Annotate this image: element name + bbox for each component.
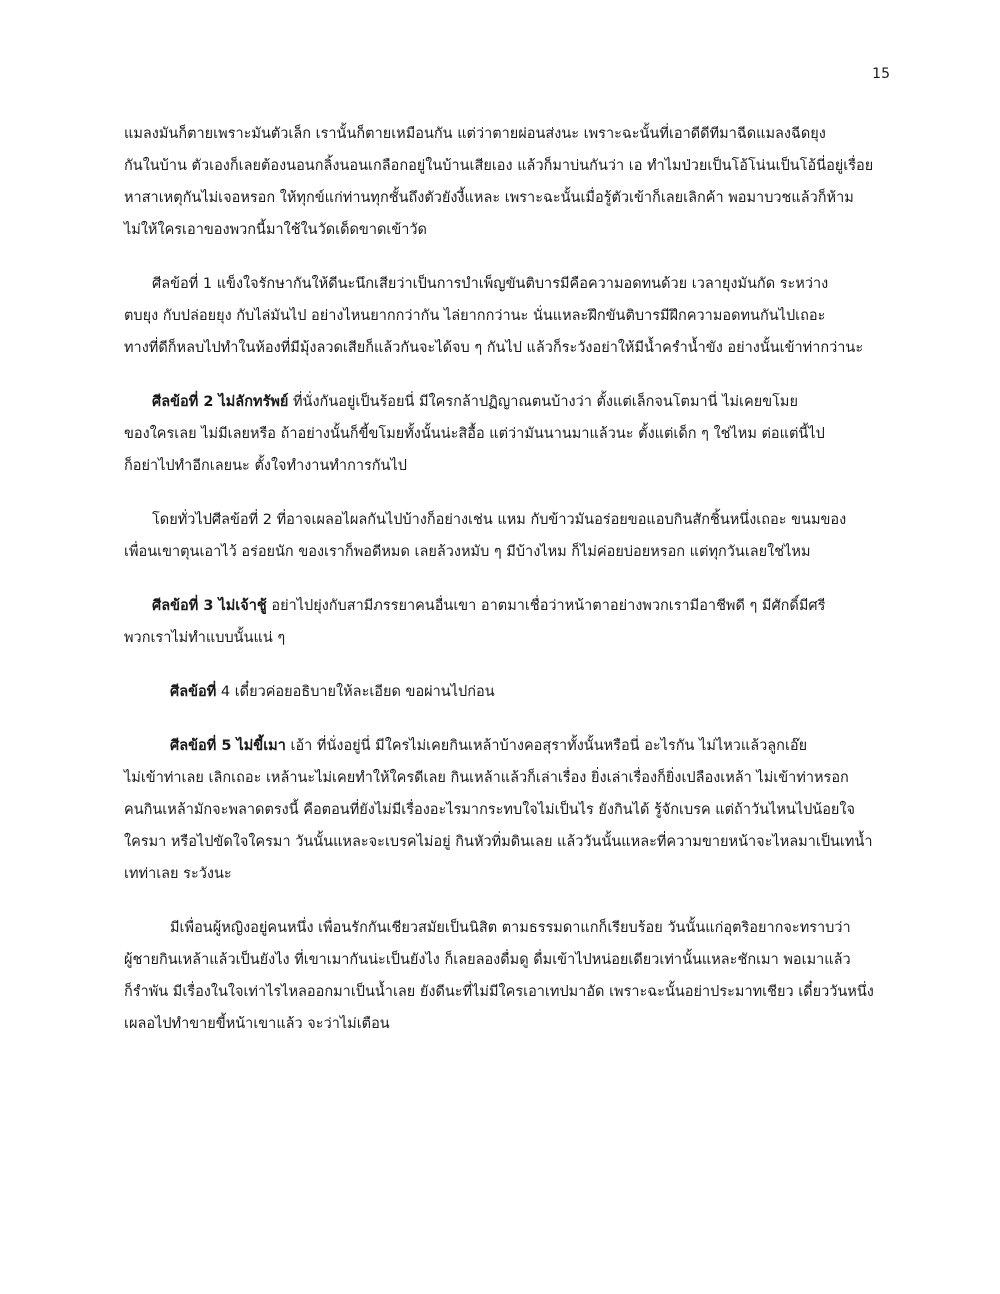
text-line: ก็รำพัน มีเรื่องในใจเท่าไรไหลออกมาเป็นน้ำเลย ยังดีนะที่ไม่มีใครเอาเทปมาอัด เพราะฉะนั้นอย่าประมาทเชียว เดี๋ยววันหนึ่ง <box>124 984 874 1000</box>
text-line: โดยทั่วไปศีลข้อที่ 2 ที่อาจเผลอไผลกันไปบ้างก็อย่างเช่น แหม กับข้าวมันอร่อยขอแอบกินสักชิ้นหนึ่งเถอะ ขนมของ <box>152 512 847 528</box>
text-line: เพื่อนเขาตุนเอาไว้ อร่อยนัก ของเราก็พอดีหมด เลยล้วงหมับ ๆ มีบ้างไหม ก็ไม่ค่อยบ่อยหรอก แต่ทุกวันเลยใช่ไหม <box>124 544 811 560</box>
text-line: เผลอไปทำขายขี้หน้าเขาแล้ว จะว่าไม่เตือน <box>124 1016 390 1032</box>
text-line: เทท่าเลย ระวังนะ <box>124 866 232 882</box>
precept-heading: ศีลข้อที่ <box>170 684 217 700</box>
precept-heading: ศีลข้อที่ 5 ไม่ขี้เมา <box>170 738 286 754</box>
text-line <box>124 590 894 622</box>
text-run: 4 เดี๋ยวค่อยอธิบายให้ละเอียด ขอผ่านไปก่อน <box>216 684 495 700</box>
text-line <box>124 676 894 708</box>
paragraph <box>124 730 894 890</box>
text-line <box>124 386 894 418</box>
text-line: มีเพื่อนผู้หญิงอยู่คนหนึ่ง เพื่อนรักกันเชียวสมัยเป็นนิสิต ตามธรรมดาแกก็เรียบร้อย วันนั้นแก่อุตริอยากจะทราบว่า <box>170 920 851 936</box>
text-line: ตบยุง กับปล่อยยุง กับไล่มันไป อย่างไหนยากกว่ากัน ไล่ยากกว่านะ นั่นแหละฝึกขันติบารมีฝึกความอดทนกันไปเถอะ <box>124 308 826 324</box>
text-line: ศีลข้อที่ 1 แข็งใจรักษากันให้ดีนะนึกเสียว่าเป็นการบำเพ็ญขันติบารมีคือความอดทนด้วย เวลายุงมันกัด ระหว่าง <box>152 276 829 292</box>
paragraph <box>124 504 894 568</box>
text-line: พวกเราไม่ทำแบบนั้นแน่ ๆ <box>124 630 286 646</box>
paragraph <box>124 676 894 708</box>
text-line <box>124 730 894 762</box>
text-line: หาสาเหตุกันไม่เจอหรอก ให้ทุกข์แก่ท่านทุกชั้นถึงตัวยังงี้แหละ เพราะฉะนั้นเมื่อรู้ตัวเข้าก็เลยเลิกค้า พอมาบวชแล้วก็ห้าม <box>124 190 854 206</box>
text-line: ไม่ให้ใครเอาของพวกนี้มาใช้ในวัดเด็ดขาดเข้าวัด <box>124 222 427 238</box>
paragraph <box>124 118 894 246</box>
text-line: ใครมา หรือไปขัดใจใครมา วันนั้นแหละจะเบรคไม่อยู่ กินหัวทิ่มดินเลย แล้ววันนั้นแหละที่ความขายหน้าจะไหลมาเป็นเทน้ำ <box>124 834 873 850</box>
paragraph <box>124 912 894 1040</box>
text-line: ของใครเลย ไม่มีเลยหรือ ถ้าอย่างนั้นก็ขี้ขโมยทั้งนั้นน่ะสิอื้อ แต่ว่ามันนานมาแล้วนะ ตั้งแต่เด็ก ๆ ใช่ไหม ต่อแต่นี้ไป <box>124 426 825 442</box>
paragraph <box>124 590 894 654</box>
text-line: ผู้ชายกินเหล้าแล้วเป็นยังไง ที่เขาเมากันน่ะเป็นยังไง ก็เลยลองดื่มดู ดื่มเข้าไปหน่อยเดียวเท่านั้นแหละชักเมา พอเมาแล้ว <box>124 952 851 968</box>
paragraph <box>124 386 894 482</box>
text-line: ไม่เข้าท่าเลย เลิกเถอะ เหล้านะไม่เคยทำให้ใครดีเลย กินเหล้าแล้วก็เล่าเรื่อง ยิ่งเล่าเรื่องก็ยิ่งเปลืองเหล้า ไม่เข้าท่าหรอก <box>124 770 849 786</box>
precept-heading: ศีลข้อที่ 2 ไม่ลักทรัพย์ <box>152 394 289 410</box>
page-number: 15 <box>872 66 890 82</box>
text-run: ที่นั่งกันอยู่เป็นร้อยนี่ มีใครกล้าปฏิญาณตนบ้างว่า ตั้งแต่เล็กจนโตมานี่ ไม่เคยขโมย <box>288 394 798 410</box>
precept-heading: ศีลข้อที่ 3 ไม่เจ้าชู้ <box>152 598 267 614</box>
text-line: คนกินเหล้ามักจะพลาดตรงนี้ คือตอนที่ยังไม่มีเรื่องอะไรมากระทบใจไม่เป็นไร ยังกินได้ รู้จักเบรค แต่ถ้าวันไหนไปน้อยใจ <box>124 802 855 818</box>
text-line: ก็อย่าไปทำอีกเลยนะ ตั้งใจทำงานทำการกันไป <box>124 458 407 474</box>
text-line: แมลงมันก็ตายเพราะมันตัวเล็ก เรานั้นก็ตายเหมือนกัน แต่ว่าตายผ่อนส่งนะ เพราะฉะนั้นที่เอาดีดีทีมาฉีดแมลงฉีดยุง <box>124 126 826 142</box>
document-body <box>124 118 894 1040</box>
text-line: ทางที่ดีก็หลบไปทำในห้องที่มีมุ้งลวดเสียก็แล้วกันจะได้จบ ๆ กันไป แล้วก็ระวังอย่าให้มีน้ำครำน้ำขัง อย่างนั้นเข้าท่ากว่านะ <box>124 340 864 356</box>
text-run: อย่าไปยุ่งกับสามีภรรยาคนอื่นเขา อาตมาเชื่อว่าหน้าตาอย่างพวกเรามีอาชีพดี ๆ มีศักดิ์มีศรี <box>266 598 826 614</box>
text-line: กันในบ้าน ตัวเองก็เลยต้องนอนกลิ้งนอนเกลือกอยู่ในบ้านเสียเอง แล้วก็มาบ่นกันว่า เอ ทำไมป่วยเป็นโอ้โน่นเป็นโอ้นี่อยู่เรื่อย <box>124 158 874 174</box>
paragraph <box>124 268 894 364</box>
text-run: เอ้า ที่นั่งอยู่นี่ มีใครไม่เคยกินเหล้าบ้างคอสุราทั้งนั้นหรือนี่ อะไรกัน ไม่ไหวแล้วลูกเอ๊ย <box>285 738 808 754</box>
